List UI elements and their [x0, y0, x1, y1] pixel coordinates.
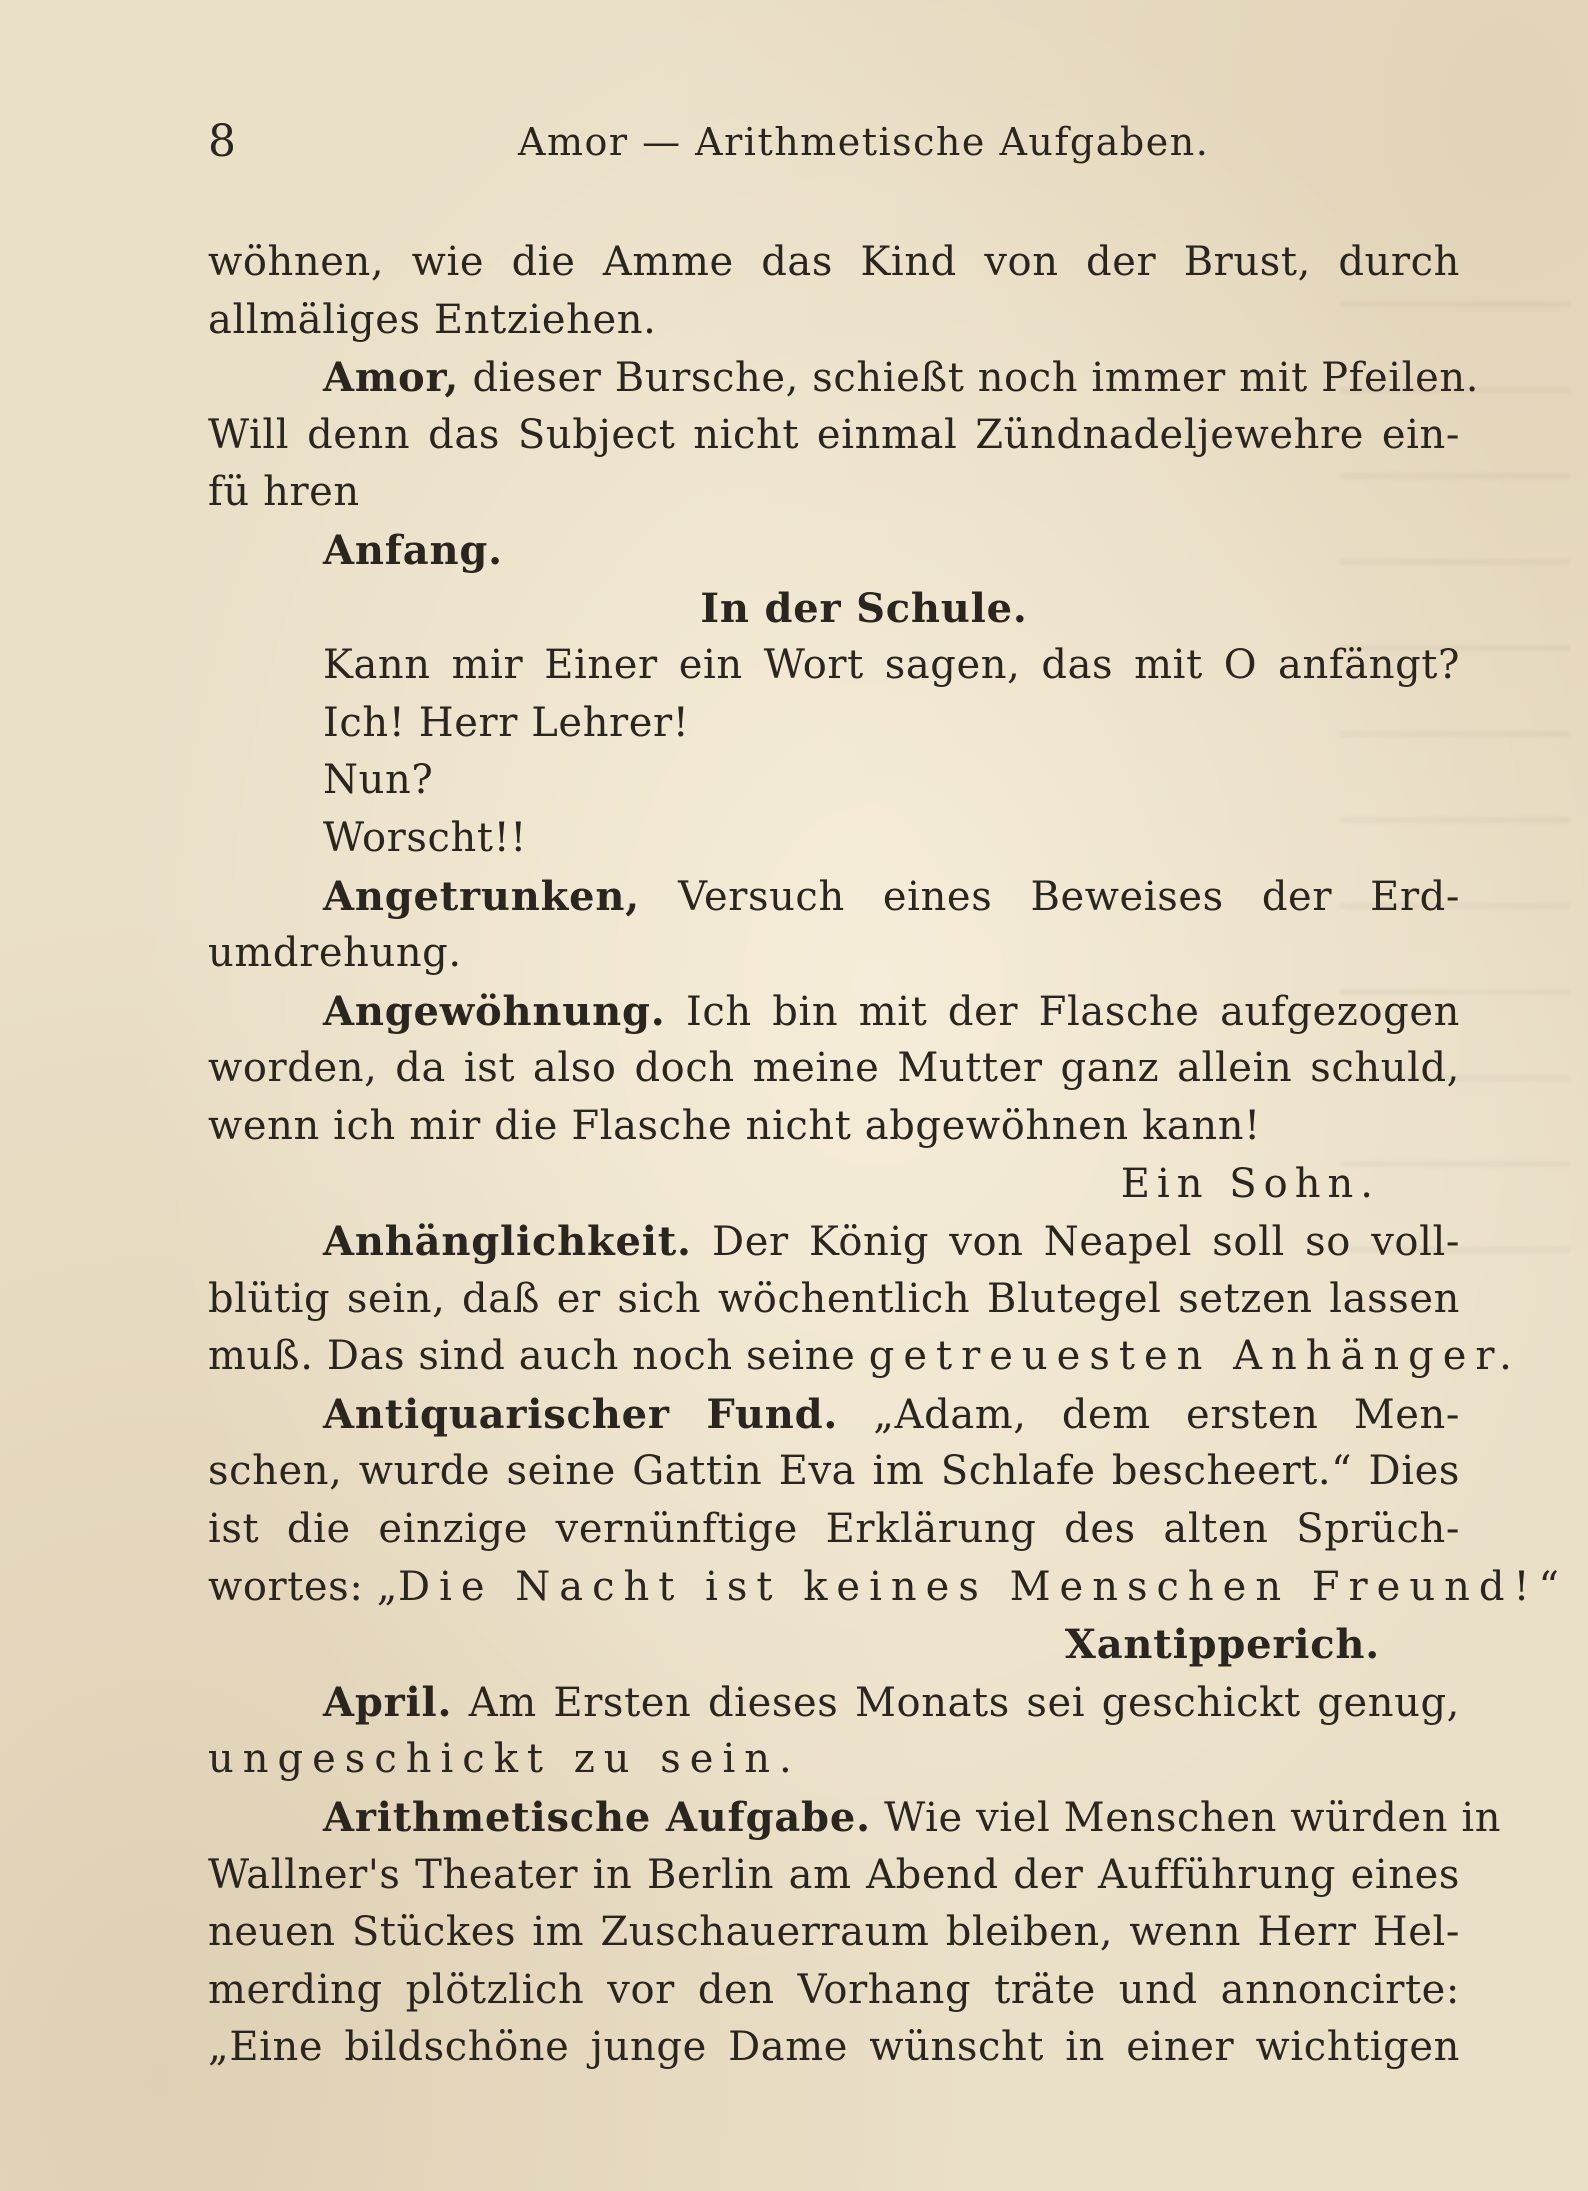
text-line: Wallner's Theater in Berlin am Abend der Aufführung eines	[208, 1851, 1460, 1898]
entry-heading: Antiquarischer Fund.	[323, 1390, 839, 1438]
signature: Xantipperich.	[1064, 1621, 1380, 1669]
text-line: ist die einzige vernünftige Erklärung des alten Sprüch-	[208, 1506, 1460, 1553]
text-line: Nun?	[323, 757, 434, 804]
text-line: muß. Das sind auch noch seine getreuesten Anhänger.	[208, 1333, 1521, 1380]
text-line: „Eine bildschöne junge Dame wünscht in einer wichtigen	[208, 2024, 1460, 2071]
entry-line: Angetrunken, Versuch eines Beweises der Erd-	[323, 872, 1460, 920]
text-line: allmäliges Entziehen.	[208, 296, 657, 343]
running-head: Amor — Arithmetische Aufgaben.	[518, 120, 1210, 164]
entry-heading: Anfang.	[323, 526, 503, 574]
text-line: worden, da ist also doch meine Mutter ganz allein schuld,	[208, 1045, 1460, 1092]
entry-heading: Anhänglichkeit.	[323, 1218, 692, 1266]
entry-line: Arithmetische Aufgabe. Wie viel Menschen würden in	[323, 1794, 1502, 1842]
page-number: 8	[208, 116, 237, 167]
text-line: schen, wurde seine Gattin Eva im Schlafe bescheert.“ Dies	[208, 1448, 1460, 1495]
entry-line	[208, 522, 1460, 580]
text-line: ungeschickt zu sein.	[208, 1736, 801, 1783]
subheading: In der Schule.	[700, 584, 1028, 632]
entry-line: Amor, dieser Bursche, schießt noch immer mit Pfeilen.	[323, 354, 1480, 402]
entry-line: Angewöhnung. Ich bin mit der Flasche aufgezogen	[323, 987, 1460, 1035]
entry-heading: Amor,	[323, 354, 460, 402]
entry-heading: Arithmetische Aufgabe.	[323, 1794, 871, 1842]
text-line: Ich! Herr Lehrer!	[323, 699, 690, 746]
text-line: wortes: „Die Nacht ist keines Menschen Freund!“	[208, 1563, 1568, 1610]
text-line: wenn ich mir die Flasche nicht abgewöhnen kann!	[208, 1102, 1261, 1149]
entry-line: April. Am Ersten dieses Monats sei geschickt genug,	[323, 1678, 1460, 1726]
entry-line: Antiquarischer Fund. „Adam, dem ersten Men-	[323, 1390, 1461, 1438]
page-header	[208, 112, 1448, 172]
entry-heading: Angetrunken,	[323, 872, 641, 920]
text-line: Will denn das Subject nicht einmal Zündnadeljewehre ein-	[208, 411, 1460, 458]
entry-heading: Angewöhnung.	[323, 987, 666, 1035]
text-line: Kann mir Einer ein Wort sagen, das mit O anfängt?	[323, 642, 1460, 689]
entry-heading: April.	[323, 1678, 453, 1726]
entry-line: Anhänglichkeit. Der König von Neapel soll so voll-	[323, 1218, 1460, 1266]
body-text	[208, 234, 1568, 2077]
text-line: blütig sein, daß er sich wöchentlich Blutegel setzen lassen	[208, 1275, 1460, 1322]
text-line: umdrehung.	[208, 930, 462, 977]
text-line: Worscht!!	[323, 814, 527, 861]
text-line: merding plötzlich vor den Vorhang träte und annoncirte:	[208, 1966, 1460, 2013]
text-line: neuen Stückes im Zuschauerraum bleiben, wenn Herr Hel-	[208, 1909, 1460, 1956]
signature: Ein Sohn.	[1120, 1160, 1380, 1207]
text-line: wöhnen, wie die Amme das Kind von der Brust, durch	[208, 239, 1460, 285]
text-line: fü hren	[208, 469, 360, 516]
